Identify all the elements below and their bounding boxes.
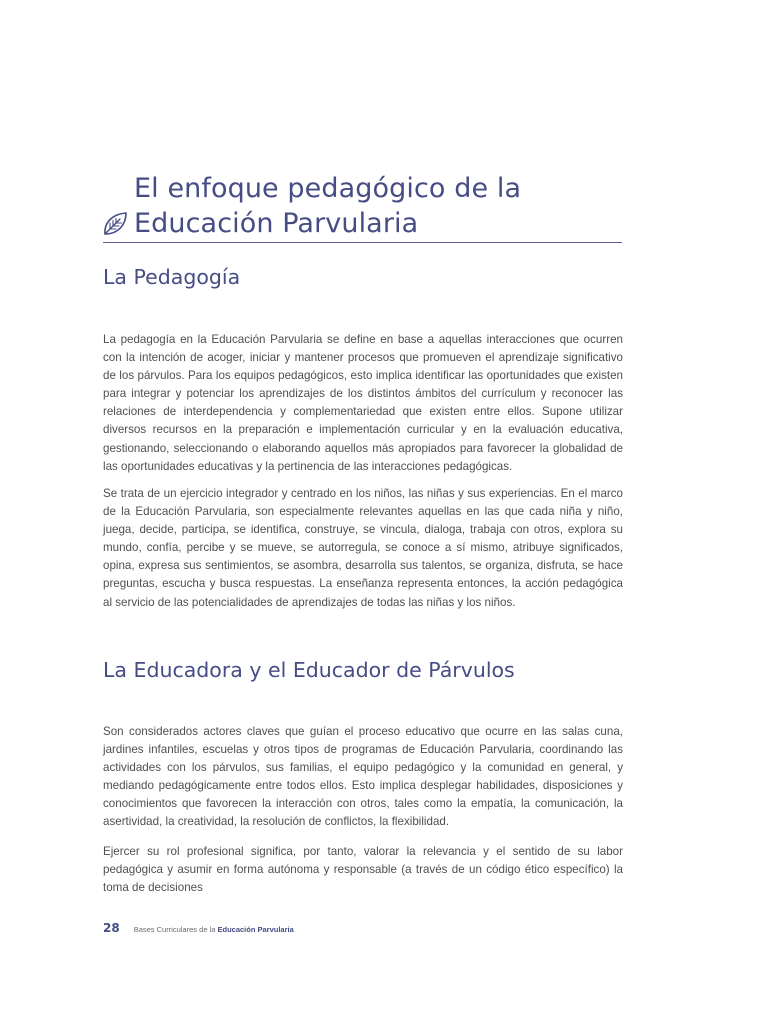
- paragraph-educadora-2: Ejercer su rol profesional significa, por tanto, valorar la relevancia y el sentido de su labor pedagógica y asumir en forma autónoma y responsable (a través de un código ético específico) la toma de decisiones: [103, 845, 623, 895]
- paragraph-pedagogia-2: Se trata de un ejercicio integrador y centrado en los niños, las niñas y sus experiencias. En el marco de la Educación Parvularia, son especialmente relevantes aquellas en las que cada niña y niño, juega, decide, participa, se identifica, construye, se vincula, dialoga, trabaja con otros, explora su mundo, confía, percibe y se mueve, se autorregula, se conoce a sí mismo, atribuye significados, opina, expresa sus sentimientos, se asombra, desarrolla sus talentos, se organiza, disfruta, se hace preguntas, escucha y busca respuestas. La enseñanza representa entonces, la acción pedagógica al servicio de las potencialidades de aprendizajes de todas las niñas y los niños.: [103, 487, 623, 609]
- page-footer: [103, 921, 294, 935]
- section-heading-pedagogia: La Pedagogía: [103, 265, 241, 289]
- leaf-icon: [101, 210, 129, 238]
- running-title: [134, 925, 294, 934]
- paragraph-educadora-1: Son considerados actores claves que guían el proceso educativo que ocurre en las salas cuna, jardines infantiles, escuelas y otros tipos de programas de Educación Parvularia, coordinando las actividades con los párvulos, sus familias, el equipo pedagógico y la comunidad en general, y mediando pedagógicamente entre todos ellos. Esto implica desplegar habilidades, disposiciones y conocimientos que favorecen la interacción con otros, tales como la empatía, la comunicación, la asertividad, la creatividad, la resolución de conflictos, la flexibilidad.: [103, 725, 623, 829]
- chapter-title-line-1: El enfoque pedagógico de la: [134, 173, 522, 204]
- section-heading-educadora: La Educadora y el Educador de Párvulos: [103, 658, 515, 682]
- title-divider: [103, 242, 622, 243]
- running-title-prefix: Bases Curriculares de la: [133, 925, 218, 934]
- paragraph-pedagogia-1: La pedagogía en la Educación Parvularia se define en base a aquellas interacciones que ocurren con la intención de acoger, iniciar y mantener procesos que promueven el aprendizaje significativo de los párvulos. Para los equipos pedagógicos, esto implica identificar las oportunidades que existen para integrar y potenciar los aprendizajes de los distintos ámbitos del currículum y reconocer las relaciones de interdependencia y complementariedad que existen entre ellos. Supone utilizar diversos recursos en la preparación e implementación curricular y en la evaluación educativa, gestionando, seleccionando o elaborando aquellos más apropiados para favorecer la globalidad de las oportunidades educativas y la pertinencia de las interacciones pedagógicas.: [103, 333, 623, 473]
- chapter-title: [134, 171, 521, 241]
- chapter-title-line-2: Educación Parvularia: [134, 208, 419, 239]
- page-number: 28: [103, 921, 120, 935]
- running-title-emphasis: Educación Parvularia: [217, 925, 294, 934]
